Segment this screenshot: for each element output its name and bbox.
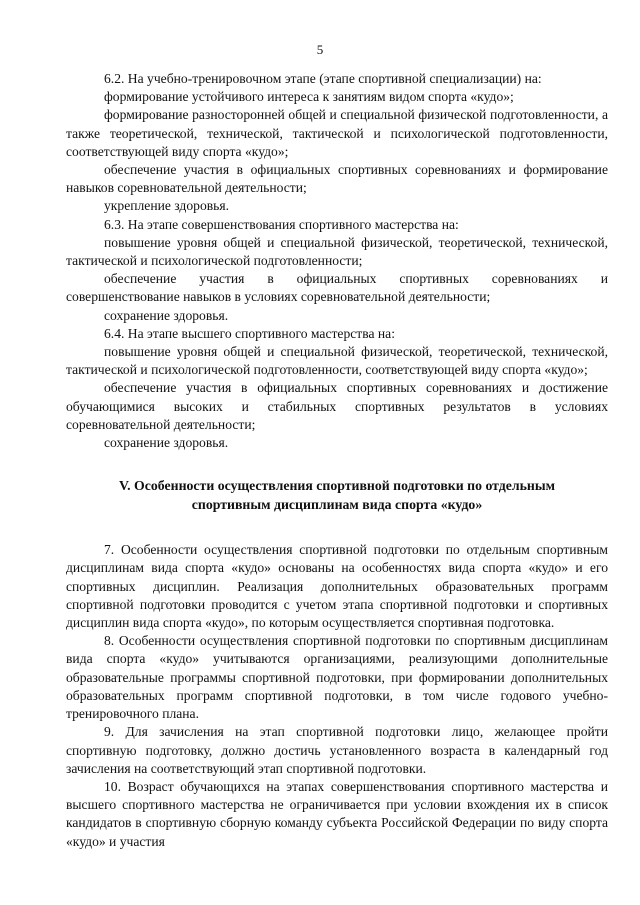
paragraph: укрепление здоровья.: [104, 198, 230, 214]
paragraph: 7. Особенности осуществления спортивной подготовки по отдельным спортивным дисциплинам вида спорта «кудо» основаны на особенностях вида спорта «кудо» и его спортивных дисциплин. Реализация дополнительных образовательных программ спортивной подготовки проводится с учетом этапа спортивной подготовки и спортивных дисциплин вида спорта «кудо», по которым осуществляется спортивная подготовка.: [66, 542, 608, 631]
document-body: [66, 70, 608, 851]
section-heading-line-1: V. Особенности осуществления спортивной подготовки по отдельным: [118, 478, 556, 494]
section-heading: [66, 477, 608, 514]
paragraph: обеспечение участия в официальных спортивных соревнованиях и совершенствование навыков в условиях соревновательной деятельности;: [66, 271, 608, 305]
page-number: 5: [316, 42, 324, 57]
paragraph: сохранение здоровья.: [104, 435, 229, 451]
section-heading-line-2: спортивным дисциплинам вида спорта «кудо»: [191, 496, 483, 512]
paragraph: повышение уровня общей и специальной физической, теоретической, технической, тактической и психологической подготовленности;: [66, 234, 608, 269]
paragraph: формирование разносторонней общей и специальной физической подготовленности, а также теоретической, технической, тактической и психологической подготовленности, соответствующей виду спорта «кудо»;: [66, 107, 608, 159]
paragraph: повышение уровня общей и специальной физической, теоретической, технической, тактической и психологической подготовленности, соответствующей виду спорта «кудо»;: [66, 344, 608, 378]
paragraph: 10. Возраст обучающихся на этапах совершенствования спортивного мастерства и высшего спортивного мастерства не ограничивается при условии вхождения их в список кандидатов в спортивную сборную команду субъекта Российской Федерации по виду спорта «кудо» и участия: [66, 778, 608, 849]
paragraph: обеспечение участия в официальных спортивных соревнованиях и формирование навыков соревновательной деятельности;: [66, 162, 608, 196]
paragraph: 6.3. На этапе совершенствования спортивного мастерства на:: [104, 216, 459, 232]
paragraph: обеспечение участия в официальных спортивных соревнованиях и достижение обучающимися высоких и стабильных спортивных результатов в условиях соревновательной деятельности;: [66, 380, 608, 432]
paragraph: 6.4. На этапе высшего спортивного мастерства на:: [104, 325, 395, 341]
paragraph: 8. Особенности осуществления спортивной подготовки по спортивным дисциплинам вида спорта «кудо» учитываются организациями, реализующими дополнительные образовательные программы спортивной подготовки, при формировании дополнительных образовательных программ спортивной подготовки, в том числе годового учебно-тренировочного плана.: [66, 633, 608, 722]
paragraph: 9. Для зачисления на этап спортивной подготовки лицо, желающее пройти спортивную подготовку, должно достичь установленного возраста в календарный год зачисления на соответствующий этап спортивной подготовки.: [66, 724, 608, 776]
paragraph: сохранение здоровья.: [104, 307, 229, 323]
paragraph: 6.2. На учебно-тренировочном этапе (этапе спортивной специализации) на:: [104, 71, 542, 86]
paragraph: формирование устойчивого интереса к занятиям видом спорта «кудо»;: [104, 89, 514, 105]
